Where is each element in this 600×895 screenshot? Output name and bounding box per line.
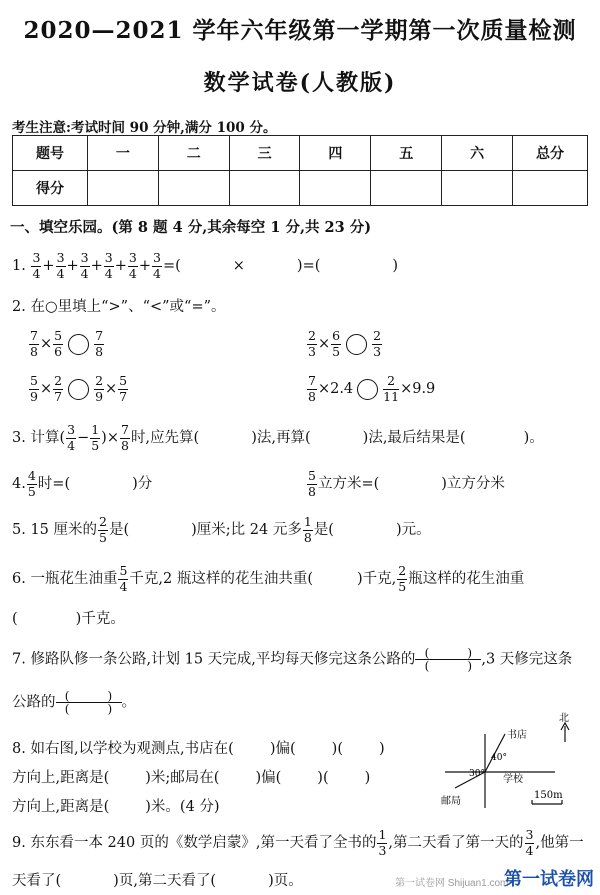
question-text: )× — [101, 430, 119, 446]
denominator: 3 — [378, 842, 387, 858]
question-3 — [12, 424, 544, 452]
question-text: 6. 一瓶花生油重 — [12, 571, 118, 587]
question-6-line2 — [12, 607, 125, 628]
question-text: )( — [331, 741, 343, 757]
fraction — [152, 252, 162, 280]
times-sign: × — [317, 336, 331, 352]
question-1 — [12, 252, 398, 280]
denominator: 8 — [308, 388, 316, 404]
section-heading: 一、填空乐园。(第 8 题 4 分,其余每空 1 分,共 23 分) — [10, 219, 372, 236]
numerator: 3 — [153, 250, 161, 265]
question-text: 是( — [313, 522, 334, 538]
question-text: )页,第二天看了( — [113, 873, 217, 889]
fraction — [104, 252, 114, 280]
fraction — [307, 330, 317, 358]
denominator: 4 — [119, 578, 128, 594]
denominator: 4 — [128, 265, 137, 281]
question-text: )立方分米 — [441, 476, 505, 492]
compare-circle[interactable] — [357, 379, 378, 400]
fraction — [94, 375, 104, 403]
fraction — [53, 375, 63, 403]
fraction — [66, 424, 76, 452]
denominator: 4 — [32, 265, 41, 281]
post-office-label: 邮局 — [441, 796, 461, 807]
fraction — [303, 516, 313, 544]
fraction — [307, 470, 317, 498]
denominator: 8 — [95, 343, 104, 359]
compare-circle[interactable] — [68, 379, 89, 400]
question-text: )分 — [132, 476, 153, 492]
question-text: 方向上,距离是( — [12, 770, 110, 786]
angle-label-40: 40° — [491, 753, 507, 763]
fraction — [397, 565, 407, 593]
blank-fraction[interactable]: ( ) ( ) — [415, 647, 481, 672]
question-2c — [28, 375, 129, 403]
fraction — [29, 330, 39, 358]
score-row-label: 得分 — [13, 171, 88, 206]
question-number: 4. — [12, 476, 26, 492]
score-header-cell: 总分 — [513, 136, 588, 171]
score-header-cell: 三 — [229, 136, 300, 171]
plus-sign: + — [66, 258, 79, 274]
numerator: 1 — [91, 422, 100, 437]
question-text: ( — [12, 611, 18, 627]
operand-text: ×9.9 — [400, 381, 436, 397]
question-text: 时,应先算( — [130, 430, 200, 446]
question-text: 千克,2 瓶这样的花生油共重( — [129, 571, 314, 587]
operand-text: ×2.4 — [317, 381, 354, 397]
denominator: 3 — [308, 343, 316, 359]
denominator: 5 — [99, 529, 107, 545]
question-text: )偏( — [269, 741, 296, 757]
denominator: 7 — [54, 388, 63, 404]
numerator: 2 — [308, 328, 316, 343]
fraction — [377, 829, 387, 857]
question-text: 。 — [121, 694, 136, 711]
denominator: 4 — [525, 842, 534, 858]
fraction — [94, 330, 104, 358]
score-cell[interactable] — [513, 171, 588, 206]
numerator: 7 — [308, 373, 316, 388]
numerator: 7 — [95, 328, 104, 343]
fraction — [331, 330, 341, 358]
numerator: 3 — [128, 250, 137, 265]
score-table-score-row — [13, 171, 588, 206]
question-2b — [306, 330, 383, 358]
denominator: 5 — [27, 483, 36, 499]
question-text: )偏( — [255, 770, 282, 786]
question-text: 9. 东东看一本 240 页的《数学启蒙》,第一天看了全书的 — [12, 835, 377, 851]
times-sign: × — [39, 336, 53, 352]
question-number: 1. — [12, 258, 26, 274]
denominator: 8 — [308, 483, 316, 499]
question-8-line3 — [12, 795, 220, 816]
question-text: 立方米=( — [317, 476, 380, 492]
question-2: 2. 在○里填上“>”、“<”或“=”。 — [12, 299, 226, 315]
numerator: 1 — [378, 827, 387, 842]
denominator: 6 — [54, 343, 63, 359]
question-text: 7. 修路队修一条公路,计划 15 天完成,平均每天修完这条公路的 — [12, 651, 416, 668]
score-header-cell: 二 — [158, 136, 229, 171]
fraction — [29, 375, 39, 403]
numerator: 2 — [54, 373, 63, 388]
question-text: 5. 15 厘米的 — [12, 522, 98, 538]
question-text: 3. 计算( — [12, 430, 66, 446]
numerator: 2 — [398, 563, 407, 578]
fraction — [120, 424, 130, 452]
denominator: 9 — [95, 388, 104, 404]
question-text: )法,最后结果是( — [362, 430, 466, 446]
question-text: )元。 — [395, 522, 431, 538]
question-text: ,3 天修完这条 — [481, 651, 573, 668]
denominator: 11 — [383, 388, 400, 404]
question-text: 方向上,距离是( — [12, 799, 110, 815]
times-sign: × — [105, 381, 118, 397]
fraction — [80, 252, 90, 280]
compare-circle[interactable] — [68, 334, 89, 355]
question-text: )页。 — [268, 873, 303, 889]
question-6 — [12, 565, 524, 593]
denominator: 3 — [373, 343, 382, 359]
bookstore-label: 书店 — [507, 730, 527, 741]
fraction — [372, 330, 382, 358]
numerator: 4 — [27, 468, 36, 483]
question-text: ) — [364, 770, 371, 786]
question-7-line2 — [12, 690, 136, 715]
times-sign: × — [39, 381, 53, 397]
numerator: 3 — [67, 422, 76, 437]
numerator: 3 — [80, 250, 89, 265]
fraction — [90, 424, 100, 452]
fraction — [56, 252, 66, 280]
north-label: 北 — [559, 713, 569, 724]
numerator: 5 — [119, 563, 128, 578]
score-table — [12, 135, 588, 206]
question-8-line2 — [12, 766, 370, 787]
plus-sign: + — [114, 258, 127, 274]
minus-sign: − — [77, 430, 90, 446]
numerator: 6 — [332, 328, 341, 343]
score-cell[interactable] — [158, 171, 229, 206]
question-4b — [306, 470, 505, 498]
score-cell[interactable] — [371, 171, 442, 206]
times-sign: × — [232, 258, 245, 274]
numerator: 2 — [99, 514, 107, 529]
fraction — [118, 375, 128, 403]
numerator: 3 — [32, 250, 41, 265]
numerator: 5 — [119, 373, 128, 388]
score-header-cell: 五 — [371, 136, 442, 171]
denominator: 5 — [91, 437, 100, 453]
score-header-cell: 一 — [88, 136, 159, 171]
question-9-line2 — [12, 869, 303, 890]
denominator: 4 — [80, 265, 89, 281]
question-2a — [28, 330, 105, 358]
question-text: )厘米;比 24 元多 — [191, 522, 302, 538]
score-table-header-row — [13, 136, 588, 171]
question-text: ) — [378, 741, 385, 757]
plus-sign: + — [90, 258, 103, 274]
score-cell[interactable] — [229, 171, 300, 206]
question-text: )米;邮局在( — [145, 770, 220, 786]
denominator: 9 — [30, 388, 38, 404]
close-paren: ) — [392, 258, 399, 274]
question-text: )米。(4 分) — [145, 799, 220, 815]
denominator: 8 — [303, 529, 312, 545]
question-text: )法,再算( — [251, 430, 311, 446]
numerator: 5 — [30, 373, 38, 388]
fraction — [307, 375, 317, 403]
blank-fraction[interactable]: ( ) ( ) — [56, 690, 122, 715]
question-text: 8. 如右图,以学校为观测点,书店在( — [12, 741, 234, 757]
question-text: )。 — [523, 430, 544, 446]
school-label: 学校 — [503, 774, 523, 785]
denominator: 4 — [67, 437, 76, 453]
numerator: 2 — [383, 375, 399, 390]
denominator: 4 — [153, 265, 161, 281]
page-title: 2020—2021 学年六年级第一学期第一次质量检测 — [23, 17, 577, 44]
question-text: ,他第一 — [535, 835, 584, 851]
question-text: 是( — [108, 522, 130, 538]
question-text: 瓶这样的花生油重 — [408, 571, 525, 587]
question-text: )千克。 — [75, 611, 125, 627]
fraction — [525, 829, 535, 857]
equals-open: )=( — [296, 258, 321, 274]
question-text: 天看了( — [12, 873, 62, 889]
score-cell[interactable] — [300, 171, 371, 206]
denominator: 4 — [104, 265, 113, 281]
denominator: 8 — [120, 437, 129, 453]
score-cell[interactable] — [88, 171, 159, 206]
denominator: 8 — [30, 343, 38, 359]
question-text: 时=( — [37, 476, 71, 492]
numerator: 5 — [308, 468, 316, 483]
fraction — [98, 516, 108, 544]
numerator: 5 — [54, 328, 63, 343]
question-text: 公路的 — [12, 694, 56, 711]
question-text: )( — [317, 770, 329, 786]
numerator: 3 — [525, 827, 534, 842]
score-header-cell: 六 — [442, 136, 513, 171]
question-2d — [306, 375, 435, 403]
watermark-faint: 第一试卷网 Shijuan1.com — [395, 878, 509, 889]
score-cell[interactable] — [442, 171, 513, 206]
denominator: 7 — [119, 388, 128, 404]
numerator: 7 — [120, 422, 129, 437]
scale-label: 150m — [534, 790, 563, 801]
numerator: 2 — [373, 328, 382, 343]
denominator: 5 — [332, 343, 341, 359]
question-9 — [12, 829, 584, 857]
question-7 — [12, 647, 572, 672]
numerator: 1 — [303, 514, 312, 529]
question-5 — [12, 516, 431, 544]
angle-label-30: 30° — [469, 769, 485, 779]
denominator: 5 — [398, 578, 407, 594]
numerator: 3 — [104, 250, 113, 265]
exam-notice: 考生注意:考试时间 90 分钟,满分 100 分。 — [12, 120, 277, 136]
fraction — [31, 252, 41, 280]
fraction — [128, 252, 138, 280]
numerator: 3 — [56, 250, 65, 265]
watermark-logo: 第一试卷网 — [504, 869, 594, 889]
direction-diagram — [435, 712, 585, 812]
numerator: 7 — [30, 328, 38, 343]
fraction — [383, 375, 399, 403]
score-header-cell: 题号 — [13, 136, 88, 171]
fraction — [53, 330, 63, 358]
page-subtitle: 数学试卷(人教版) — [203, 70, 397, 96]
fraction — [118, 565, 128, 593]
score-header-cell: 四 — [300, 136, 371, 171]
plus-sign: + — [138, 258, 151, 274]
question-8-line1 — [12, 737, 385, 758]
plus-sign: + — [42, 258, 55, 274]
fraction — [27, 470, 37, 498]
question-text: )千克, — [357, 571, 397, 587]
equals-open: =( — [162, 258, 181, 274]
denominator: 4 — [56, 265, 65, 281]
question-text: ,第二天看了第一天的 — [388, 835, 524, 851]
question-4 — [12, 470, 152, 498]
numerator: 2 — [95, 373, 104, 388]
compare-circle[interactable] — [346, 334, 367, 355]
